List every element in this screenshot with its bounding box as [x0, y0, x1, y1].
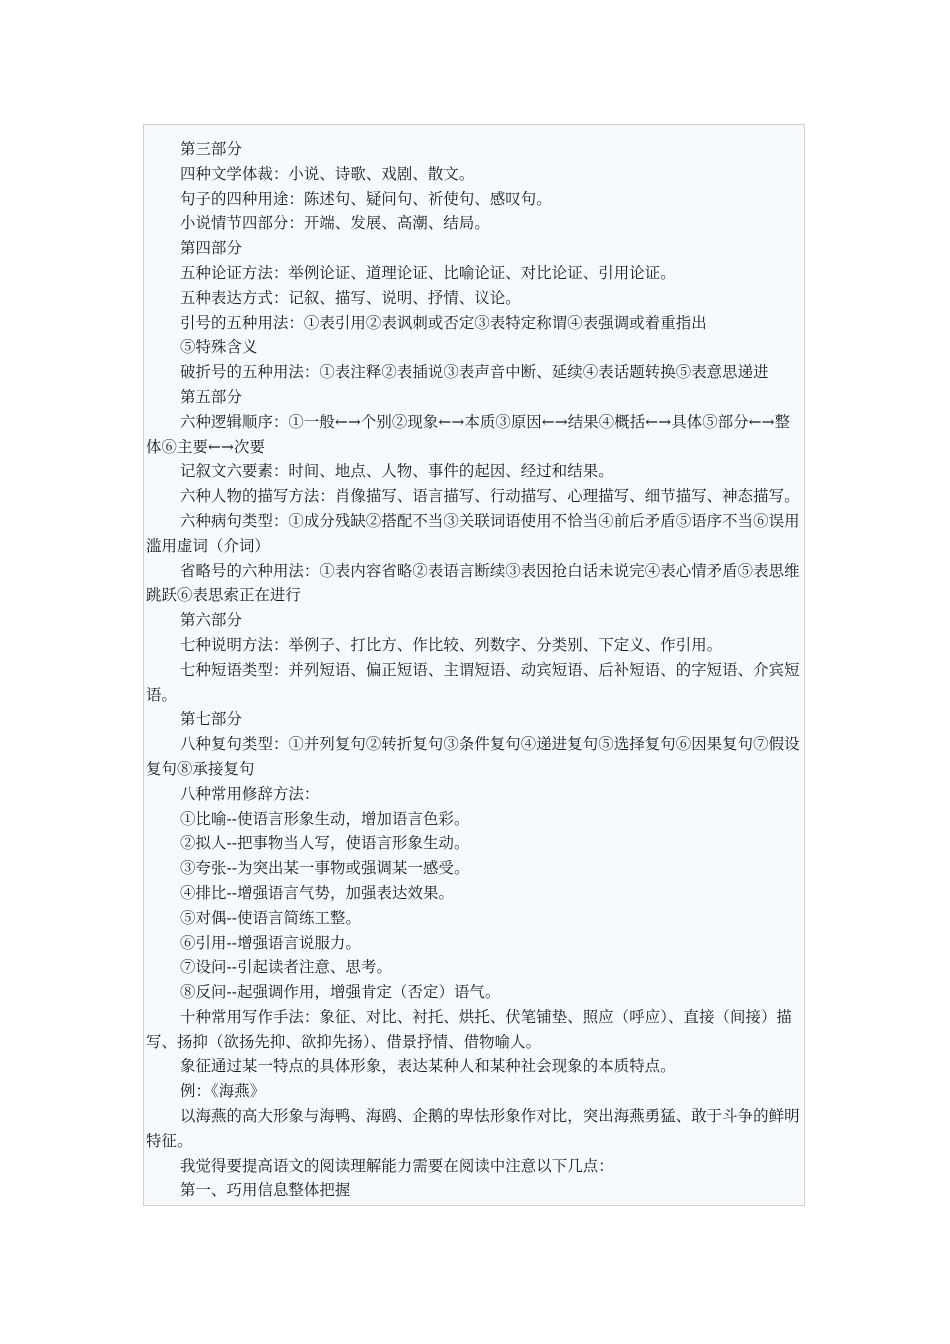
paragraph-faulty-sentences: 六种病句类型：①成分残缺②搭配不当③关联词语使用不恰当④前后矛盾⑤语序不当⑥误用滥用虚词（介词） — [146, 511, 800, 555]
paragraph-narrative-elements: 记叙文六要素：时间、地点、人物、事件的起因、经过和结果。 — [180, 462, 614, 481]
section-heading-4: 第四部分 — [180, 239, 242, 258]
section-heading-5: 第五部分 — [180, 387, 242, 406]
list-item-rhetoric-hyperbole: ③夸张--为突出某一事物或强调某一感受。 — [180, 859, 470, 878]
section-heading-3: 第三部分 — [180, 140, 242, 158]
paragraph-rhetoric-heading: 八种常用修辞方法： — [180, 784, 320, 803]
paragraph-reading-tips-intro: 我觉得要提高语文的阅读理解能力需要在阅读中注意以下几点： — [180, 1156, 614, 1175]
paragraph-quotation-marks: 引号的五种用法：①表引用②表讽刺或否定③表特定称谓④表强调或着重指出 — [180, 313, 707, 332]
paragraph-logic-orders: 六种逻辑顺序：①一般←→个别②现象←→本质③原因←→结果④概括←→具体⑤部分←→整体⑥主要←→次要 — [146, 412, 791, 456]
paragraph-reading-tip-1: 第一、巧用信息整体把握 — [180, 1181, 351, 1200]
paragraph-quotation-marks-cont: ⑤特殊含义 — [180, 338, 258, 357]
paragraph-plot-parts: 小说情节四部分：开端、发展、高潮、结局。 — [180, 214, 490, 233]
list-item-rhetoric-quotation: ⑥引用--增强语言说服力。 — [180, 933, 361, 952]
paragraph-expression-modes: 五种表达方式：记叙、描写、说明、抒情、议论。 — [180, 288, 521, 307]
paragraph-phrase-types: 七种短语类型：并列短语、偏正短语、主谓短语、动宾短语、后补短语、的字短语、介宾短语。 — [146, 660, 800, 704]
paragraph-explanation-methods: 七种说明方法：举例子、打比方、作比较、列数字、分类别、下定义、作引用。 — [180, 635, 723, 654]
paragraph-example-title: 例：《海燕》 — [180, 1082, 266, 1101]
paragraph-ellipsis-usage: 省略号的六种用法：①表内容省略②表语言断续③表因抢白话未说完④表心情矛盾⑤表思维跳跃⑥表思索正在进行 — [146, 561, 800, 605]
list-item-rhetoric-parallelism: ④排比--增强语言气势，加强表达效果。 — [180, 883, 454, 902]
paragraph-argument-methods: 五种论证方法：举例论证、道理论证、比喻论证、对比论证、引用论证。 — [180, 263, 676, 282]
list-item-rhetoric-metaphor: ①比喻--使语言形象生动，增加语言色彩。 — [180, 809, 470, 828]
paragraph-symbolism: 象征通过某一特点的具体形象，表达某种人和某种社会现象的本质特点。 — [180, 1057, 676, 1076]
paragraph-literary-genres: 四种文学体裁：小说、诗歌、戏剧、散文。 — [180, 164, 475, 183]
section-heading-6: 第六部分 — [180, 611, 242, 630]
paragraph-complex-sentences: 八种复句类型：①并列复句②转折复句③条件复句④递进复句⑤选择复句⑥因果复句⑦假设复句⑧承接复句 — [146, 735, 800, 778]
list-item-rhetoric-personification: ②拟人--把事物当人写，使语言形象生动。 — [180, 834, 470, 853]
list-item-rhetoric-hypophora: ⑦设问--引起读者注意、思考。 — [180, 958, 392, 977]
paragraph-example-body: 以海燕的高大形象与海鸭、海鸥、企鹅的卑怯形象作对比，突出海燕勇猛、敢于斗争的鲜明特征。 — [146, 1107, 800, 1150]
paragraph-sentence-uses: 句子的四种用途：陈述句、疑问句、祈使句、感叹句。 — [180, 189, 552, 208]
document-content-box — [143, 124, 805, 1206]
list-item-rhetoric-rhetorical-question: ⑧反问--起强调作用，增强肯定（否定）语气。 — [180, 983, 501, 1002]
list-item-rhetoric-antithesis: ⑤对偶--使语言简练工整。 — [180, 908, 361, 927]
section-heading-7: 第七部分 — [180, 710, 242, 729]
paragraph-writing-techniques: 十种常用写作手法：象征、对比、衬托、烘托、伏笔铺垫、照应（呼应）、直接（间接）描写、扬抑（欲扬先抑、欲抑先扬）、借景抒情、借物喻人。 — [146, 1007, 792, 1051]
paragraph-character-description: 六种人物的描写方法：肖像描写、语言描写、行动描写、心理描写、细节描写、神态描写。 — [180, 487, 800, 506]
paragraph-dash-usage: 破折号的五种用法：①表注释②表插说③表声音中断、延续④表话题转换⑤表意思递进 — [180, 363, 769, 382]
